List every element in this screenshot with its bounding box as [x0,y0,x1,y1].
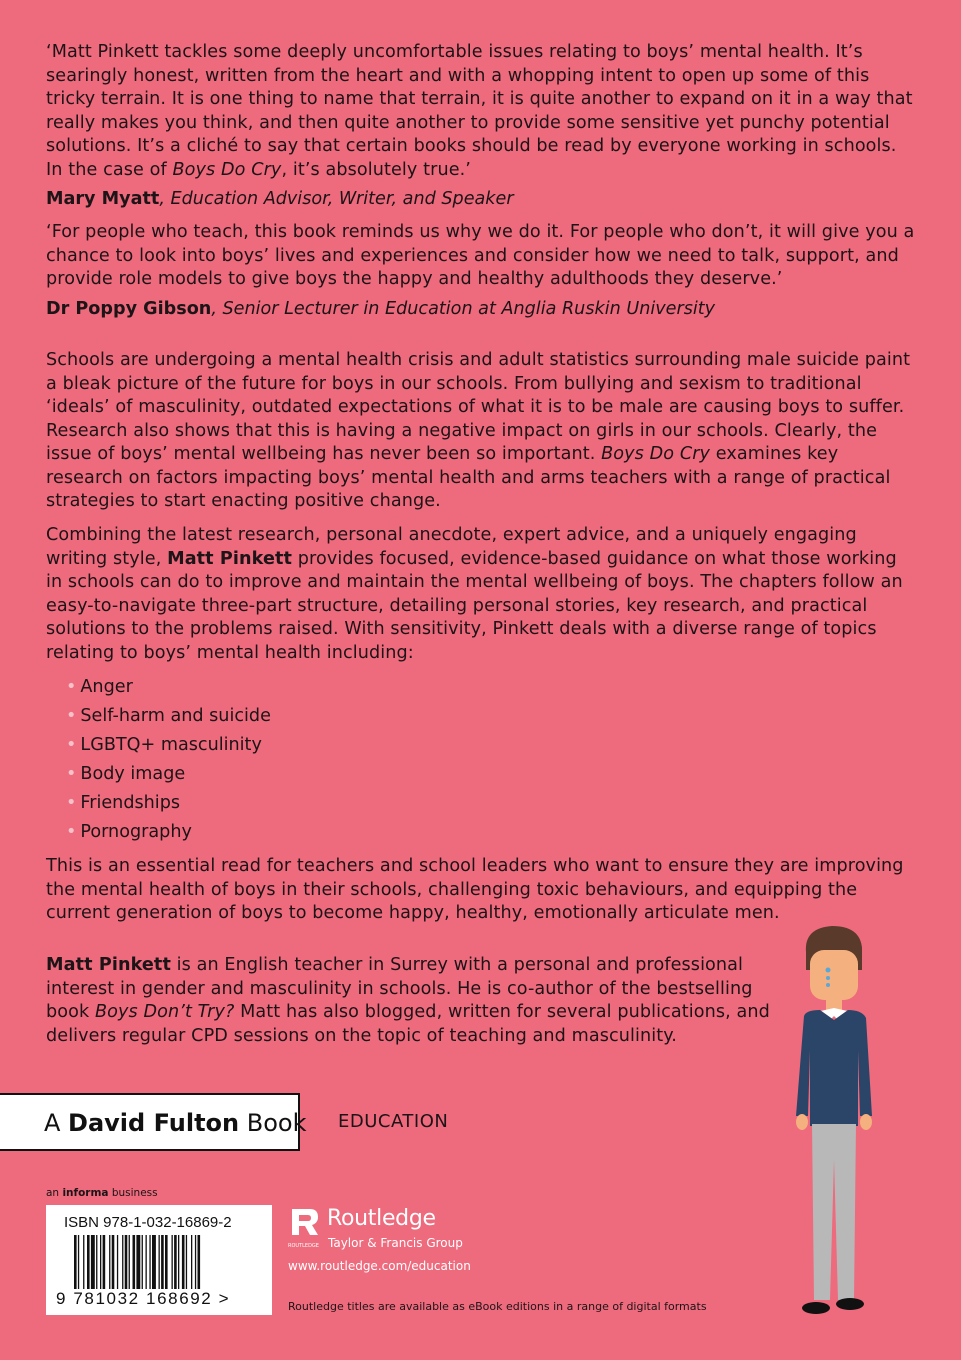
publisher-group: Taylor & Francis Group [328,1236,463,1250]
list-item: • Body image [66,764,186,784]
reviewer-name: Mary Myatt [46,189,160,209]
description-paragraph-1: Schools are undergoing a mental health crisis and adult statistics surrounding male suicide paint a bleak picture of the future for boys in our schools. From bullying and sexism to traditional ‘ideals’ of masculinity, outdated expectations of what it is to be male are causing boys to suffer. Research also shows that this is having a negative impact on girls in our schools. Clearly, the issue of boys’ mental wellbeing has never been so important. Boys Do Cry examines key research on factors impacting boys’ mental health and arms teachers with a range of practical strategies to start enacting positive change. [46,350,911,511]
bullet-icon: • [66,764,77,784]
informa-business-label: an informa business [46,1187,158,1199]
bullet-icon: • [66,793,77,813]
list-item: • Friendships [66,793,181,813]
author-bio: Matt Pinkett is an English teacher in Surrey with a personal and professional interest in gender and masculinity in schools. He is co-author of the bestselling book Boys Don’t Try? Matt has also blogged, written for several publications, and delivers regular CPD sessions on the topic of teaching and masculinity. [46,955,770,1046]
svg-text:ROUTLEDGE: ROUTLEDGE [288,1243,319,1249]
subject-category: EDUCATION [338,1111,449,1132]
review-attribution-2 [46,298,715,320]
imprint-label: A David Fulton Book [0,1093,300,1151]
bullet-icon: • [66,677,77,697]
review-quote-1: ‘Matt Pinkett tackles some deeply uncomfortable issues relating to boys’ mental health. It’s searingly honest, written from the heart and with a whopping intent to open up some of this tricky terrain. It is one thing to name that terrain, it is quite another to expand on it in a way that really makes you think, and then quite another to provide some sensitive yet punchy potential solutions. It’s a cliché to say that certain books should be read by everyone working in schools. In the case of Boys Do Cry, it’s absolutely true.’ [46,42,913,180]
bullet-icon: • [66,735,77,755]
isbn-number: ISBN 978-1-032-16869-2 [64,1214,232,1231]
description-paragraph-2: Combining the latest research, personal anecdote, expert advice, and a uniquely engaging writing style, Matt Pinkett provides focused, evidence-based guidance on what those working in schools can do to improve and maintain the mental wellbeing of boys. The chapters follow an easy-to-navigate three-part structure, detailing personal stories, key research, and practical solutions to the problems raised. With sensitivity, Pinkett deals with a diverse range of topics relating to boys’ mental health including: [46,525,903,663]
list-item: • Pornography [66,822,192,842]
list-item: • Self-harm and suicide [66,706,271,726]
topic-list [66,675,271,849]
barcode-icon [74,1235,250,1289]
list-item: • Anger [66,677,133,697]
barcode-digits: 9 781032 168692 > [56,1289,231,1308]
reviewer-role: , Senior Lecturer in Education at Anglia Ruskin University [211,299,716,319]
reviewer-name: Dr Poppy Gibson [46,299,212,319]
review-quote-2: ‘For people who teach, this book reminds us why we do it. For people who don’t, it will give you a chance to look into boys’ lives and experiences and consider how we need to talk, support, and provide role models to give boys the happy and healthy adulthoods they deserve.’ [46,222,915,289]
isbn-barcode-box [46,1205,272,1315]
bullet-icon: • [66,706,77,726]
publisher-url: www.routledge.com/education [288,1259,471,1273]
routledge-logo-icon [288,1207,320,1253]
description-paragraph-3: This is an essential read for teachers and school leaders who want to ensure they are improving the mental health of boys in their schools, challenging toxic behaviours, and equipping the current generation of boys to become happy, healthy, emotionally articulate men. [46,856,904,923]
ebook-note: Routledge titles are available as eBook editions in a range of digital formats [288,1300,707,1313]
list-item: • LGBTQ+ masculinity [66,735,262,755]
review-attribution-1 [46,188,514,210]
bullet-icon: • [66,822,77,842]
reviewer-role: , Education Advisor, Writer, and Speaker [159,189,514,209]
publisher-name: Routledge [327,1206,436,1231]
crying-boy-illustration [786,920,896,1340]
